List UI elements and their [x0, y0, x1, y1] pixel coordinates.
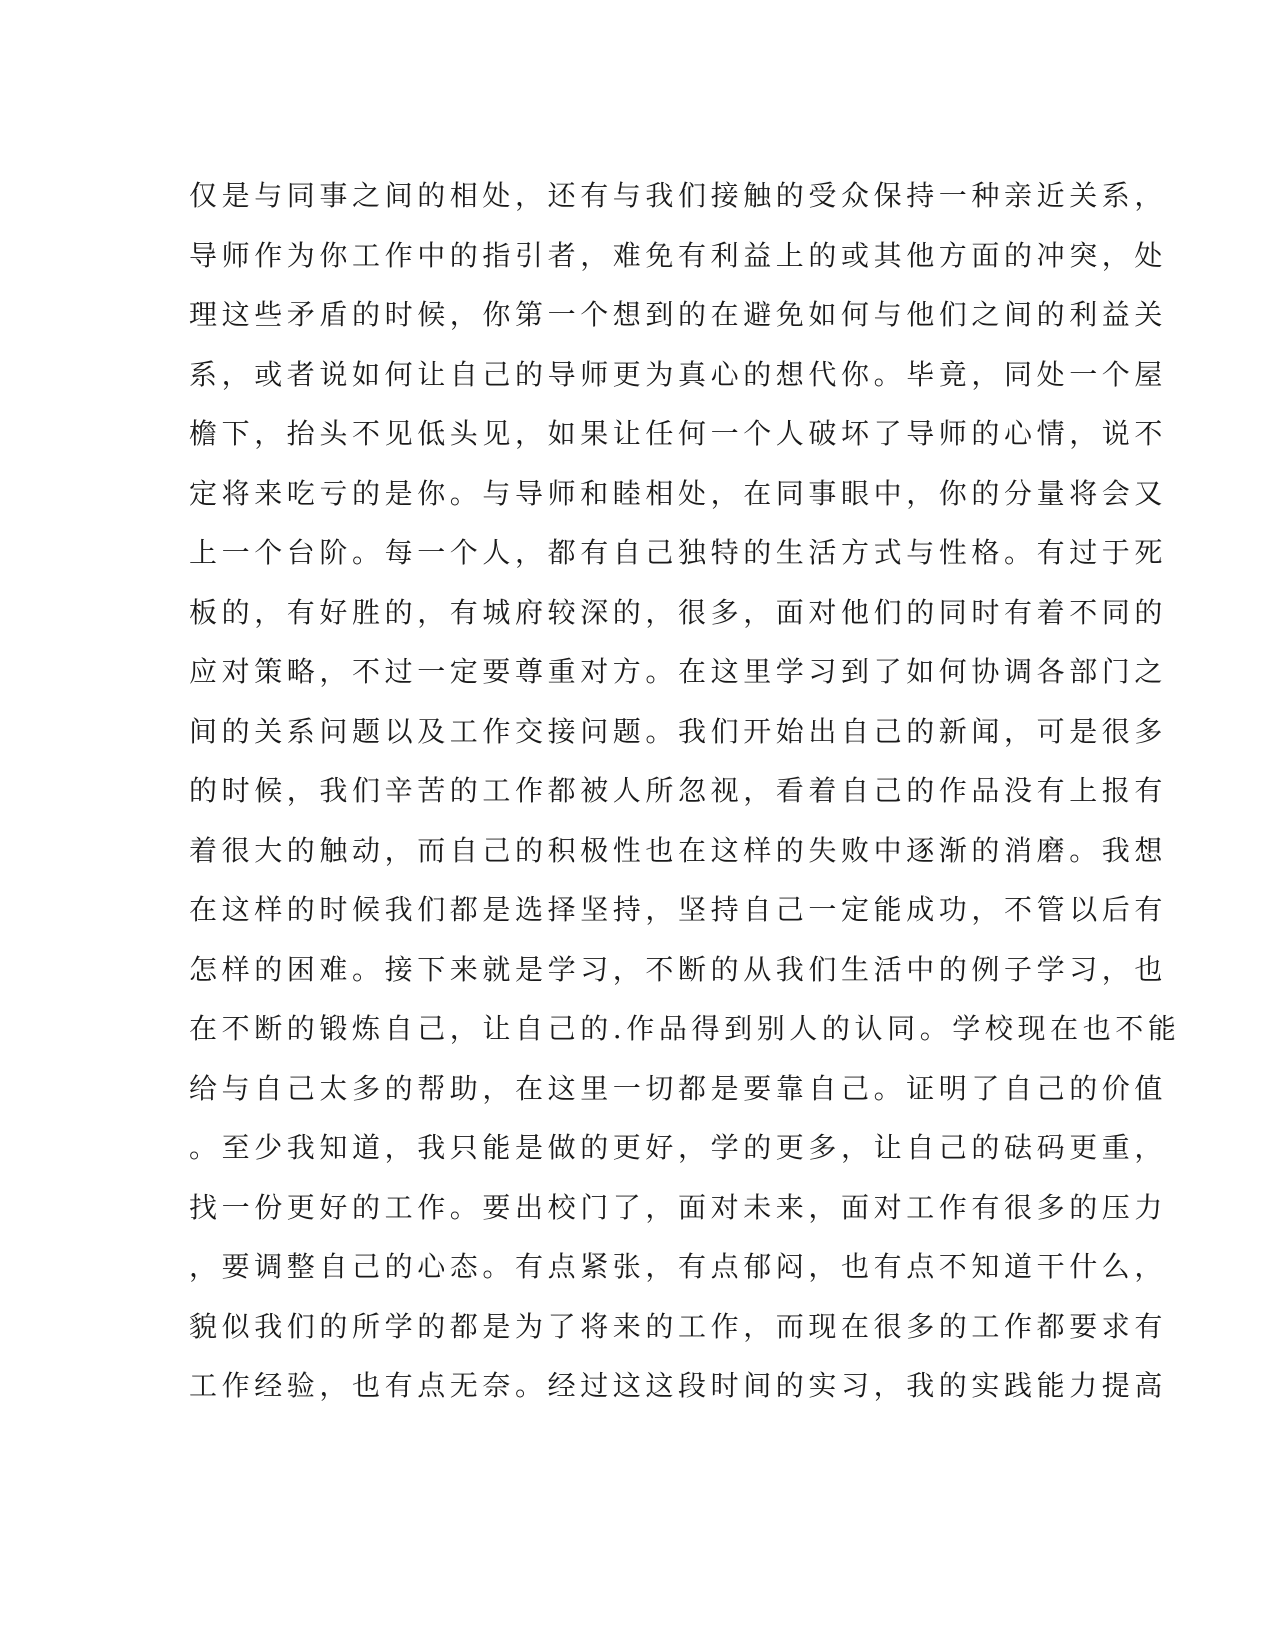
text-line-2: 导师作为你工作中的指引者，难免有利益上的或其他方面的冲突，处 — [189, 238, 1168, 272]
text-line-14: 怎样的困难。接下来就是学习，不断的从我们生活中的例子学习，也 — [189, 952, 1168, 986]
text-line-21: 工作经验，也有点无奈。经过这这段时间的实习，我的实践能力提高 — [189, 1369, 1168, 1402]
text-line-4: 系，或者说如何让自己的导师更为真心的想代你。毕竟，同处一个屋 — [189, 357, 1168, 391]
text-line-20: 貌似我们的所学的都是为了将来的工作，而现在很多的工作都要求有 — [189, 1309, 1168, 1343]
text-line-1: 仅是与同事之间的相处，还有与我们接触的受众保持一种亲近关系， — [189, 179, 1168, 212]
text-line-17: 。至少我知道，我只能是做的更好，学的更多，让自己的砝码更重， — [189, 1131, 1168, 1164]
text-line-15: 在不断的锻炼自己，让自己的.作品得到别人的认同。学校现在也不能 — [189, 1012, 1181, 1045]
text-line-9: 应对策略，不过一定要尊重对方。在这里学习到了如何协调各部门之 — [189, 655, 1168, 688]
text-line-8: 板的，有好胜的，有城府较深的，很多，面对他们的同时有着不同的 — [189, 595, 1168, 629]
text-line-16: 给与自己太多的帮助，在这里一切都是要靠自己。证明了自己的价值 — [189, 1071, 1168, 1105]
text-line-13: 在这样的时候我们都是选择坚持，坚持自己一定能成功，不管以后有 — [189, 893, 1168, 926]
text-line-7: 上一个台阶。每一个人，都有自己独特的生活方式与性格。有过于死 — [189, 536, 1168, 569]
text-line-11: 的时候，我们辛苦的工作都被人所忽视，看着自己的作品没有上报有 — [189, 774, 1168, 807]
text-line-10: 间的关系问题以及工作交接问题。我们开始出自己的新闻，可是很多 — [189, 714, 1168, 748]
text-line-5: 檐下，抬头不见低头见，如果让任何一个人破坏了导师的心情，说不 — [189, 417, 1168, 450]
text-line-18: 找一份更好的工作。要出校门了，面对未来，面对工作有很多的压力 — [189, 1190, 1168, 1224]
document-text-body — [189, 166, 1181, 1416]
text-line-6: 定将来吃亏的是你。与导师和睦相处，在同事眼中，你的分量将会又 — [189, 476, 1168, 510]
text-line-19: ，要调整自己的心态。有点紧张，有点郁闷，也有点不知道干什么， — [189, 1250, 1168, 1283]
text-line-12: 着很大的触动，而自己的积极性也在这样的失败中逐渐的消磨。我想 — [189, 833, 1168, 867]
text-line-3: 理这些矛盾的时候，你第一个想到的在避免如何与他们之间的利益关 — [189, 298, 1168, 331]
